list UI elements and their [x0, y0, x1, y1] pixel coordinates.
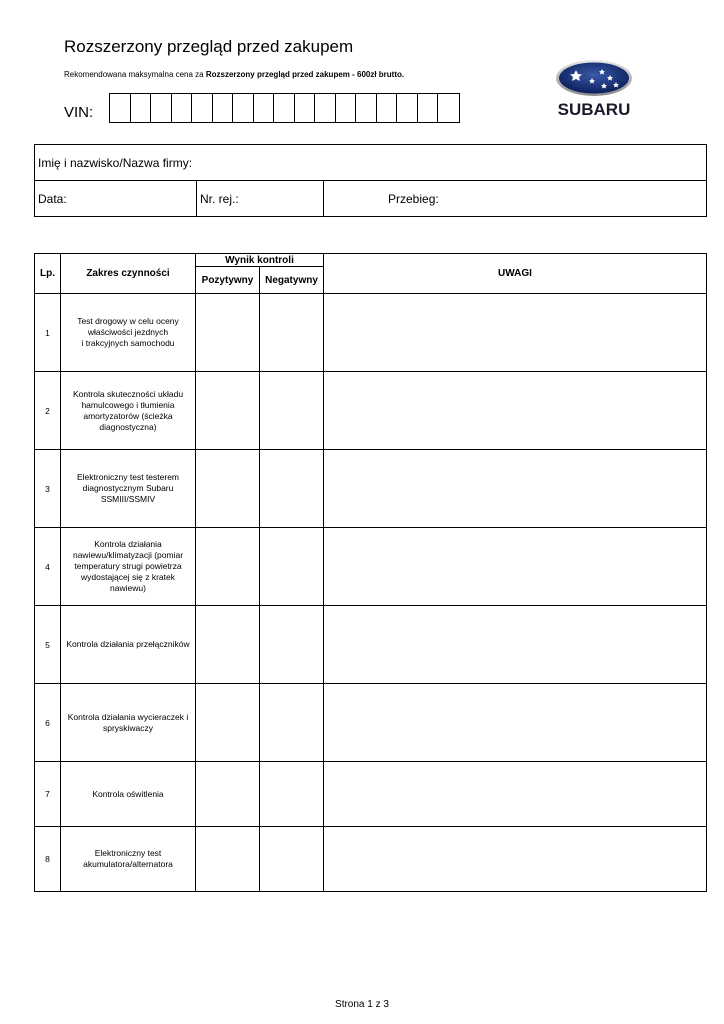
remarks-cell[interactable]	[324, 827, 707, 892]
subaru-logo-text: SUBARU	[557, 100, 631, 119]
row-description-line: diagnostyczna)	[99, 421, 157, 432]
negative-cell[interactable]	[260, 372, 324, 450]
vin-input-boxes	[109, 93, 460, 123]
row-description-line: temperatury strugi powietrza	[74, 561, 182, 571]
negative-cell[interactable]	[260, 684, 324, 762]
remarks-cell[interactable]	[324, 684, 707, 762]
vin-char-box[interactable]	[274, 94, 295, 122]
vin-char-box[interactable]	[192, 94, 213, 122]
row-number: 4	[35, 528, 61, 606]
page-number: Strona 1 z 3	[335, 999, 389, 1010]
row-description-line: Elektroniczny test testerem	[76, 472, 180, 482]
name-field-label: Imię i nazwisko/Nazwa firmy:	[35, 145, 707, 181]
vin-char-box[interactable]	[254, 94, 275, 122]
vin-char-box[interactable]	[151, 94, 172, 122]
vin-char-box[interactable]	[356, 94, 377, 122]
positive-cell[interactable]	[196, 762, 260, 827]
vin-char-box[interactable]	[315, 94, 336, 122]
positive-cell[interactable]	[196, 450, 260, 528]
positive-cell[interactable]	[196, 606, 260, 684]
vin-char-box[interactable]	[418, 94, 439, 122]
negative-cell[interactable]	[260, 606, 324, 684]
table-row	[35, 528, 707, 606]
remarks-cell[interactable]	[324, 762, 707, 827]
row-description	[61, 762, 196, 827]
row-description	[61, 450, 196, 528]
table-row	[35, 606, 707, 684]
header-negative: Negatywny	[260, 267, 324, 294]
row-description-line: Kontrola działania	[94, 539, 162, 549]
row-number: 5	[35, 606, 61, 684]
row-description	[61, 606, 196, 684]
negative-cell[interactable]	[260, 450, 324, 528]
positive-cell[interactable]	[196, 827, 260, 892]
negative-cell[interactable]	[260, 528, 324, 606]
row-description-line: Test drogowy w celu oceny	[77, 316, 179, 326]
price-note	[64, 70, 404, 79]
row-description-line: nawiewu)	[110, 583, 146, 593]
row-number: 6	[35, 684, 61, 762]
header-result: Wynik kontroli	[196, 254, 324, 267]
row-description-line: Kontrola oświtlenia	[92, 788, 164, 799]
row-description-line: nawiewu/klimatyzacji (pomiar	[72, 550, 184, 560]
remarks-cell[interactable]	[324, 528, 707, 606]
inspection-table	[34, 253, 707, 892]
row-description-line: właściwości jezdnych	[87, 327, 169, 337]
page-title: Rozszerzony przegląd przed zakupem	[64, 37, 354, 56]
price-note-bold: Rozszerzony przegląd przed zakupem - 600zł brutto.	[205, 70, 405, 79]
row-description	[61, 372, 196, 450]
vin-char-box[interactable]	[131, 94, 152, 122]
negative-cell[interactable]	[260, 294, 324, 372]
remarks-cell[interactable]	[324, 606, 707, 684]
positive-cell[interactable]	[196, 528, 260, 606]
negative-cell[interactable]	[260, 762, 324, 827]
row-number: 3	[35, 450, 61, 528]
table-row	[35, 762, 707, 827]
row-description-line: Kontrola działania wycieraczek i	[67, 711, 189, 722]
vin-char-box[interactable]	[438, 94, 459, 122]
row-description	[61, 827, 196, 892]
row-description-line: Elektroniczny test	[94, 848, 162, 858]
row-number: 7	[35, 762, 61, 827]
positive-cell[interactable]	[196, 294, 260, 372]
positive-cell[interactable]	[196, 372, 260, 450]
vin-char-box[interactable]	[397, 94, 418, 122]
row-description-line: i trakcyjnych samochodu	[81, 338, 175, 348]
row-description-line: wydostającej się z kratek	[80, 572, 175, 582]
remarks-cell[interactable]	[324, 450, 707, 528]
subaru-logo	[540, 58, 648, 120]
row-description-line: Kontrola skuteczności układu	[72, 388, 184, 399]
row-description-line: SSMIII/SSMIV	[100, 494, 156, 504]
vin-char-box[interactable]	[295, 94, 316, 122]
row-description-line: hamulcowego i tłumienia	[81, 399, 175, 410]
vin-char-box[interactable]	[172, 94, 193, 122]
mileage-field-label: Przebieg:	[324, 181, 707, 217]
header-lp: Lp.	[35, 254, 61, 294]
table-row	[35, 684, 707, 762]
row-description	[61, 528, 196, 606]
row-description-line: Kontrola działania przełączników	[66, 639, 190, 649]
row-number: 1	[35, 294, 61, 372]
row-description-line: akumulatora/alternatora	[83, 859, 173, 869]
price-note-prefix: Rekomendowana maksymalna cena za	[64, 70, 206, 79]
table-row	[35, 372, 707, 450]
remarks-cell[interactable]	[324, 294, 707, 372]
vin-label: VIN:	[64, 104, 94, 121]
vin-char-box[interactable]	[336, 94, 357, 122]
vin-char-box[interactable]	[110, 94, 131, 122]
customer-info-table	[34, 144, 707, 217]
table-row	[35, 294, 707, 372]
remarks-cell[interactable]	[324, 372, 707, 450]
header-scope: Zakres czynności	[61, 254, 196, 294]
table-row	[35, 827, 707, 892]
row-description	[61, 294, 196, 372]
header-positive: Pozytywny	[196, 267, 260, 294]
row-number: 2	[35, 372, 61, 450]
vin-char-box[interactable]	[233, 94, 254, 122]
row-description-line: amortyzatorów (ścieżka	[83, 410, 173, 421]
vin-char-box[interactable]	[213, 94, 234, 122]
header-remarks: UWAGI	[324, 254, 707, 294]
vin-char-box[interactable]	[377, 94, 398, 122]
negative-cell[interactable]	[260, 827, 324, 892]
row-description-line: spryskiwaczy	[102, 722, 154, 733]
row-number: 8	[35, 827, 61, 892]
row-description	[61, 684, 196, 762]
date-field-label: Data:	[35, 181, 197, 217]
row-description-line: diagnostycznym Subaru	[82, 483, 174, 493]
table-row	[35, 450, 707, 528]
reg-field-label: Nr. rej.:	[197, 181, 324, 217]
positive-cell[interactable]	[196, 684, 260, 762]
